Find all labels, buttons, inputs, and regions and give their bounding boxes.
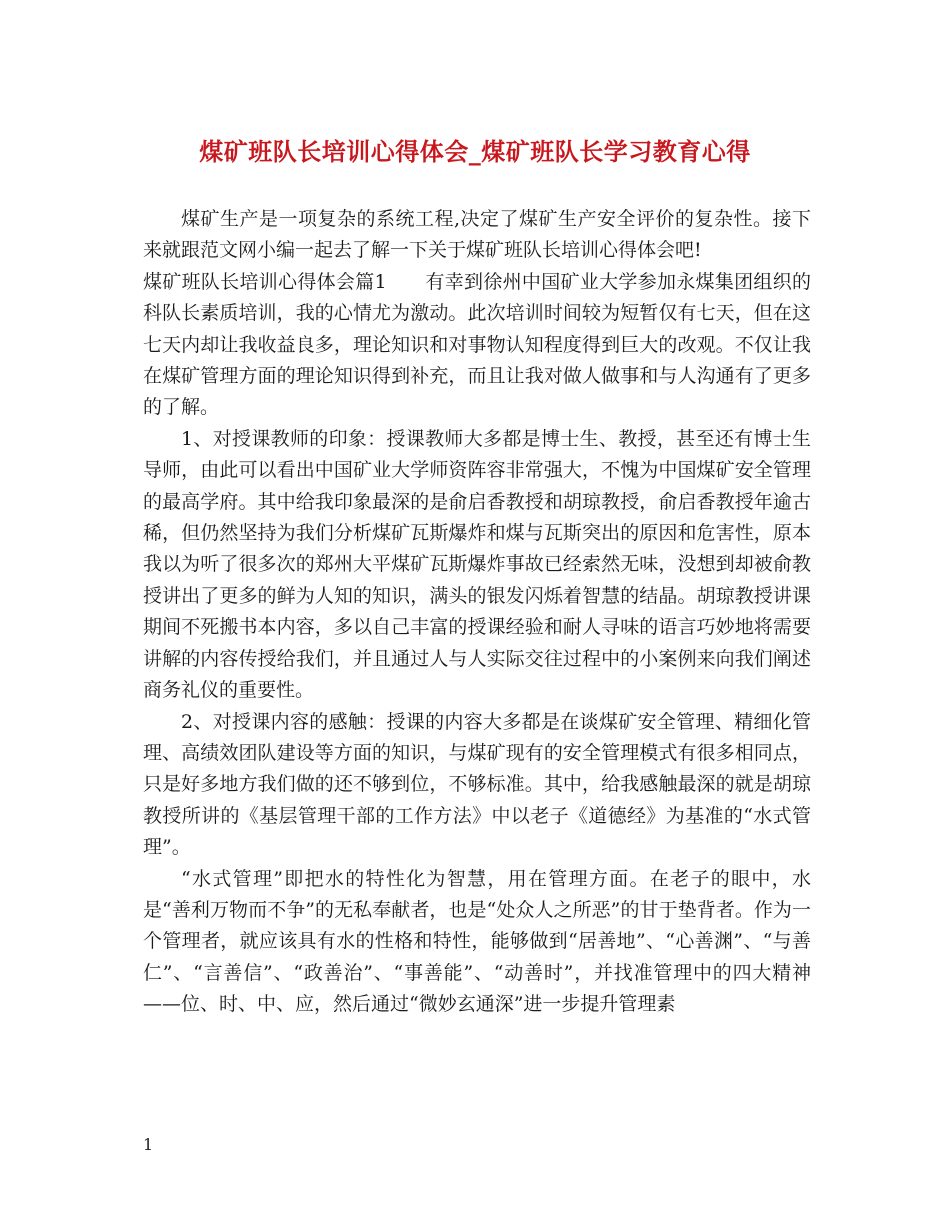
document-body <box>143 204 811 1021</box>
paragraph-teacher-impression: 1、对授课教师的印象：授课教师大多都是博士生、教授，甚至还有博士生导师，由此可以看出中国矿业大学师资阵容非常强大，不愧为中国煤矿安全管理的最高学府。其中给我印象最深的是俞启香教授和胡琼教授，俞启香教授年逾古稀，但仍然坚持为我们分析煤矿瓦斯爆炸和煤与瓦斯突出的原因和危害性，原本我以为听了很多次的郑州大平煤矿瓦斯爆炸事故已经索然无味，没想到却被俞教授讲出了更多的鲜为人知的知识，满头的银发闪烁着智慧的结晶。胡琼教授讲课期间不死搬书本内容，多以自己丰富的授课经验和耐人寻味的语言巧妙地将需要讲解的内容传授给我们，并且通过人与人实际交往过程中的小案例来向我们阐述商务礼仪的重要性。 <box>143 427 811 702</box>
page-number: 1 <box>143 1135 154 1154</box>
paragraph-section-1: 煤矿班队长培训心得体会篇1 有幸到徐州中国矿业大学参加永煤集团组织的科队长素质培训，我的心情尤为激动。此次培训时间较为短暂仅有七天，但在这七天内却让我收益良多，理论知识和对事物认知程度得到巨大的改观。不仅让我在煤矿管理方面的理论知识得到补充，而且让我对做人做事和与人沟通有了更多的了解。 <box>143 270 811 419</box>
paragraph-water-management: “水式管理”即把水的特性化为智慧，用在管理方面。在老子的眼中，水是“善利万物而不争”的无私奉献者，也是“处众人之所恶”的甘于垫背者。作为一个管理者，就应该具有水的性格和特性，能够做到“居善地”、“心善渊”、“与善仁”、“言善信”、“政善治”、“事善能”、“动善时”，并找准管理中的四大精神——位、时、中、应，然后通过“微妙玄通深”进一步提升管理素 <box>143 867 811 1016</box>
paragraph-content-feeling: 2、对授课内容的感触：授课的内容大多都是在谈煤矿安全管理、精细化管理、高绩效团队建设等方面的知识，与煤矿现有的安全管理模式有很多相同点，只是好多地方我们做的还不够到位，不够标准。其中，给我感触最深的就是胡琼教授所讲的《基层管理干部的工作方法》中以老子《道德经》为基准的“水式管理”。 <box>143 710 811 859</box>
paragraph-intro: 煤矿生产是一项复杂的系统工程,决定了煤矿生产安全评价的复杂性。接下来就跟范文网小编一起去了解一下关于煤矿班队长培训心得体会吧! <box>143 208 811 262</box>
document-title: 煤矿班队长培训心得体会_煤矿班队长学习教育心得 <box>199 137 751 166</box>
